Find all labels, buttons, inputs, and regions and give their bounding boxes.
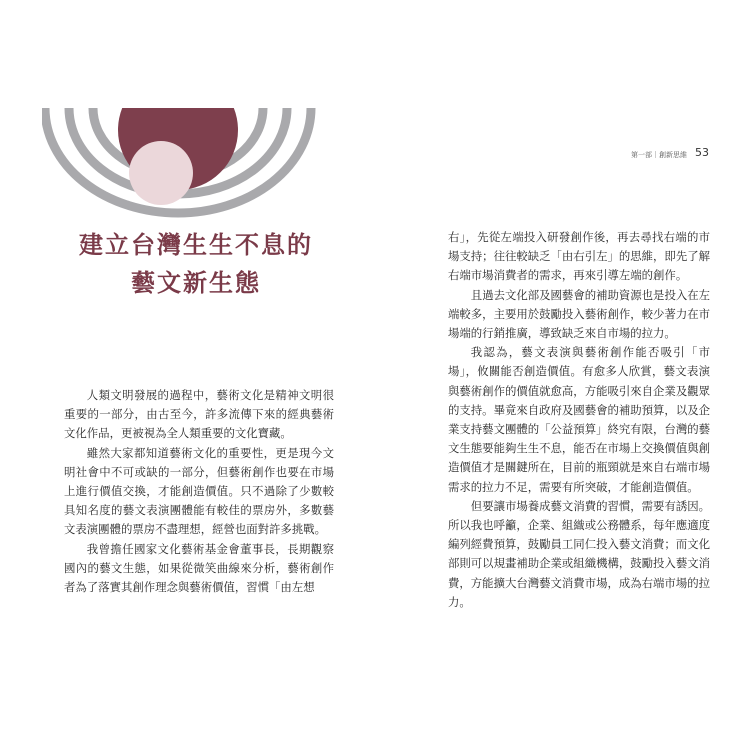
running-head: 第一部｜創新思維 bbox=[631, 151, 687, 159]
chapter-title-line-2: 藝文新生態 bbox=[131, 269, 261, 297]
decorative-small-circle bbox=[129, 141, 193, 205]
paragraph: 人類文明發展的過程中，藝術文化是精神文明很重要的一部分，由古至今，許多流傳下來的經典藝術文化作品，更被視為全人類重要的文化寶藏。 bbox=[64, 388, 334, 441]
page-number: 53 bbox=[695, 146, 709, 159]
left-body-text bbox=[64, 386, 334, 597]
paragraph: 且過去文化部及國藝會的補助資源也是投入在左端較多，主要用於鼓勵投入藝術創作，較少著力在市場端的行銷推廣，導致缺乏來自市場的拉力。 bbox=[448, 287, 711, 341]
paragraph: 我認為，藝文表演與藝術創作能否吸引「市場」，攸關能否創造價值。有愈多人欣賞，藝文表演與藝術創作的價值就愈高，方能吸引來自企業及觀眾的支持。畢竟來自政府及國藝會的補助預算，以及企業支持藝文團體的「公益預算」終究有限，台灣的藝文生態要能夠生生不息，能否在市場上交換價值與創造價值才是關鍵所在，目前的瓶頸就是來自右端市場需求的拉力不足，需要有所突破，才能創造價值。 bbox=[448, 345, 710, 494]
paragraph: 但要讓市場養成藝文消費的習慣，需要有誘因。所以我也呼籲，企業、組織或公務體系，每年應適度編列經費預算，鼓勵員工同仁投入藝文消費；而文化部則可以規畫補助企業或組織機構，鼓勵投入藝文消費，方能擴大台灣藝文消費市場，成為右端市場的拉力。 bbox=[448, 498, 711, 609]
paragraph: 右」，先從左端投入研發創作後，再去尋找右端的市場支持；往往較缺乏「由右引左」的思維，即先了解右端市場消費者的需求，再來引導左端的創作。 bbox=[448, 230, 710, 283]
right-body-text bbox=[448, 228, 710, 612]
paragraph: 雖然大家都知道藝術文化的重要性，更是現今文明社會中不可或缺的一部分，但藝術創作也要在市場上進行價值交換，才能創造價值。只不過除了少數較具知名度的藝文表演團體能有較佳的票房外，多數藝文表演團體的票房不盡理想，經營也面對許多挑戰。 bbox=[64, 445, 334, 537]
chapter-title bbox=[44, 226, 348, 302]
right-page bbox=[380, 94, 725, 654]
left-page bbox=[24, 94, 348, 654]
paragraph: 我曾擔任國家文化藝術基金會董事長，長期觀察國內的藝文生態，如果從微笑曲線來分析，藝術創作者為了落實其創作理念與藝術價值，習慣「由左想 bbox=[64, 541, 334, 595]
decorative-circles-graphic bbox=[42, 108, 342, 218]
chapter-title-line-1: 建立台灣生生不息的 bbox=[79, 231, 313, 259]
